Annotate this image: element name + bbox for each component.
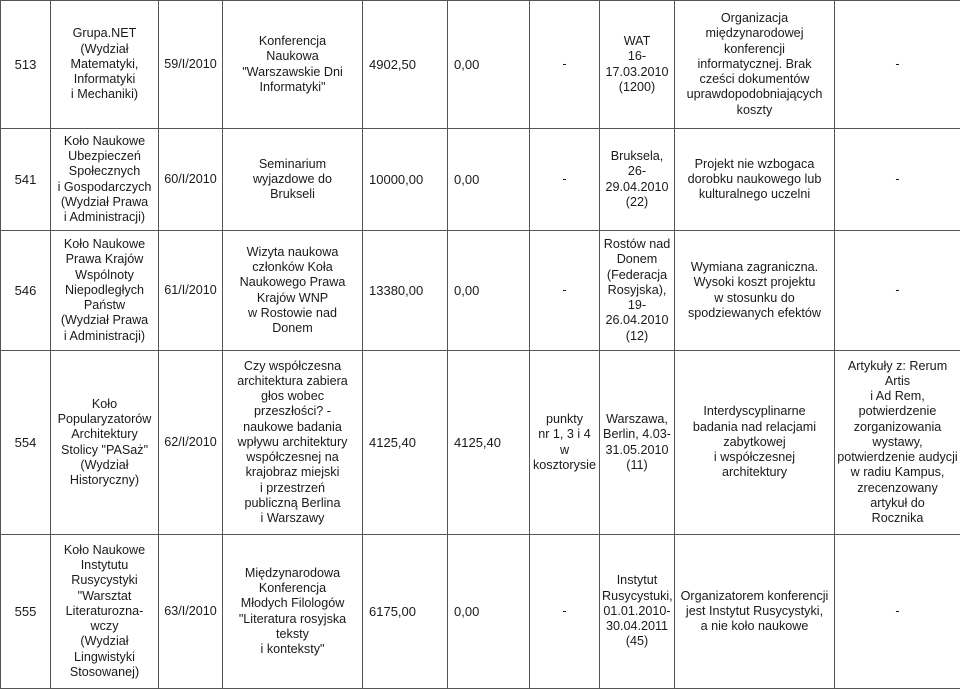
place-date-cell: WAT 16-17.03.2010 (1200)	[600, 1, 675, 129]
remarks-cell: -	[835, 535, 960, 689]
amount-granted-cell: 0,00	[448, 231, 530, 351]
unit-cell: Koło Naukowe Prawa Krajów Wspólnoty Niepodległych Państw (Wydział Prawa i Administracji)	[51, 231, 159, 351]
remarks-cell: Artykuły z: Rerum Artis i Ad Rem, potwierdzenie zorganizowania wystawy, potwierdzenie audycji w radiu Kampus, zrecenzowany artykuł do Rocznika	[835, 351, 960, 535]
place-date-cell: Bruksela, 26-29.04.2010 (22)	[600, 129, 675, 231]
table-row	[1, 1, 960, 129]
remarks-cell: -	[835, 129, 960, 231]
amount-requested-cell: 4902,50	[363, 1, 448, 129]
unit-cell: Koło Naukowe Ubezpieczeń Społecznych i Gospodarczych (Wydział Prawa i Administracji)	[51, 129, 159, 231]
unit-cell: Koło Popularyzatorów Architektury Stolicy "PASaż" (Wydział Historyczny)	[51, 351, 159, 535]
row-number: 546	[1, 231, 51, 351]
title-cell: Konferencja Naukowa "Warszawskie Dni Informatyki"	[223, 1, 363, 129]
remarks-cell: -	[835, 231, 960, 351]
amount-granted-cell: 4125,40	[448, 351, 530, 535]
decision-cell: 59/I/2010	[159, 1, 223, 129]
table-row	[1, 129, 960, 231]
decision-cell: 60/I/2010	[159, 129, 223, 231]
unit-cell: Koło Naukowe Instytutu Rusycystyki "Warsztat Literaturozna- wczy (Wydział Lingwistyki Stosowanej)	[51, 535, 159, 689]
place-date-cell: Warszawa, Berlin, 4.03- 31.05.2010 (11)	[600, 351, 675, 535]
reason-cell: Organizacja międzynarodowej konferencji informatycznej. Brak cześci dokumentów uprawdopodobniających koszty	[675, 1, 835, 129]
amount-granted-cell: 0,00	[448, 535, 530, 689]
unit-cell: Grupa.NET (Wydział Matematyki, Informatyki i Mechaniki)	[51, 1, 159, 129]
remarks-cell: -	[835, 1, 960, 129]
reason-cell: Wymiana zagraniczna. Wysoki koszt projektu w stosunku do spodziewanych efektów	[675, 231, 835, 351]
title-cell: Czy współczesna architektura zabiera głos wobec przeszłości? - naukowe badania wpływu architektury współczesnej na krajobraz miejski i przestrzeń publiczną Berlina i Warszawy	[223, 351, 363, 535]
decision-cell: 63/I/2010	[159, 535, 223, 689]
title-cell: Międzynarodowa Konferencja Młodych Filologów "Literatura rosyjska teksty i konteksty"	[223, 535, 363, 689]
table-row	[1, 351, 960, 535]
amount-granted-cell: 0,00	[448, 129, 530, 231]
table-row	[1, 231, 960, 351]
amount-requested-cell: 13380,00	[363, 231, 448, 351]
granted-items-cell: -	[530, 231, 600, 351]
row-number: 513	[1, 1, 51, 129]
amount-requested-cell: 6175,00	[363, 535, 448, 689]
reason-cell: Organizatorem konferencji jest Instytut Rusycystyki, a nie koło naukowe	[675, 535, 835, 689]
table-row	[1, 535, 960, 689]
decision-cell: 62/I/2010	[159, 351, 223, 535]
title-cell: Seminarium wyjazdowe do Brukseli	[223, 129, 363, 231]
row-number: 541	[1, 129, 51, 231]
amount-granted-cell: 0,00	[448, 1, 530, 129]
row-number: 554	[1, 351, 51, 535]
granted-items-cell: -	[530, 1, 600, 129]
amount-requested-cell: 10000,00	[363, 129, 448, 231]
granted-items-cell: punkty nr 1, 3 i 4 w kosztorysie	[530, 351, 600, 535]
reason-cell: Projekt nie wzbogaca dorobku naukowego lub kulturalnego uczelni	[675, 129, 835, 231]
reason-cell: Interdyscyplinarne badania nad relacjami zabytkowej i współczesnej architektury	[675, 351, 835, 535]
granted-items-cell: -	[530, 535, 600, 689]
granted-items-cell: -	[530, 129, 600, 231]
place-date-cell: Instytut Rusycystuki, 01.01.2010- 30.04.2011 (45)	[600, 535, 675, 689]
place-date-cell: Rostów nad Donem (Federacja Rosyjska), 19-26.04.2010 (12)	[600, 231, 675, 351]
amount-requested-cell: 4125,40	[363, 351, 448, 535]
title-cell: Wizyta naukowa członków Koła Naukowego Prawa Krajów WNP w Rostowie nad Donem	[223, 231, 363, 351]
decision-cell: 61/I/2010	[159, 231, 223, 351]
row-number: 555	[1, 535, 51, 689]
